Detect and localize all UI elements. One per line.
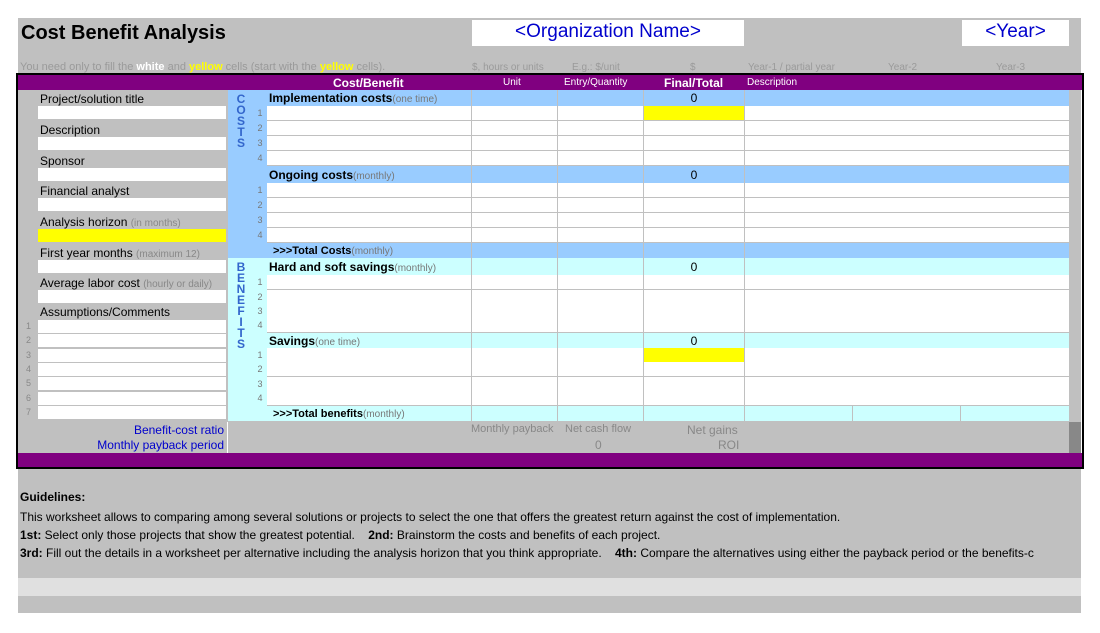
sv-num-1: 1 <box>257 350 263 360</box>
hint-year1: Year-1 / partial year <box>748 62 835 73</box>
analysis-horizon-input[interactable] <box>38 229 226 243</box>
ongoing-num-4: 4 <box>257 230 263 240</box>
year-cell[interactable]: <Year> <box>962 20 1069 46</box>
ongoing-num-3: 3 <box>257 215 263 225</box>
monthly-payback-period-label: Monthly payback period <box>97 438 224 452</box>
guidelines-line1: This worksheet allows to comparing among several solutions or projects to select the one that offers the greatest return against the cost of implementation. <box>20 510 841 524</box>
year2-divider <box>852 406 853 453</box>
savings-row-3[interactable] <box>267 377 1069 392</box>
description-input[interactable] <box>38 137 226 151</box>
note-and: and <box>164 61 189 73</box>
hard-soft-row-3[interactable] <box>267 304 1069 319</box>
avg-labor-cost-input[interactable] <box>38 290 226 304</box>
col-unit: Unit <box>503 77 521 88</box>
guidelines-line2 <box>20 528 660 542</box>
hint-unit: $, hours or units <box>472 62 544 73</box>
note-white: white <box>136 61 165 73</box>
ongoing-row-2[interactable] <box>267 198 1069 213</box>
step1-label: 1st: <box>20 528 42 542</box>
assumption-row-6[interactable] <box>38 392 226 406</box>
benefits-letter-e: E <box>236 271 245 285</box>
ongoing-costs-header <box>269 168 395 184</box>
first-year-hint: (maximum 12) <box>136 249 200 260</box>
hard-soft-label: Hard and soft savings <box>269 260 395 274</box>
financial-analyst-input[interactable] <box>38 198 226 212</box>
sv-num-2: 2 <box>257 364 263 374</box>
blank-row <box>18 578 1081 596</box>
vertical-scrollbar[interactable] <box>1069 422 1081 453</box>
total-costs-label: >>>Total Costs <box>273 245 352 257</box>
implementation-row-4[interactable] <box>267 151 1069 166</box>
costs-vertical-label <box>232 94 250 149</box>
assumption-row-2[interactable] <box>38 334 226 348</box>
costs-letter-s2: S <box>236 136 245 150</box>
total-benefits-label: >>>Total benefits <box>273 408 363 420</box>
analysis-horizon-hint: (in months) <box>130 218 181 229</box>
assumption-num-5: 5 <box>26 378 32 388</box>
assumption-num-1: 1 <box>26 321 32 331</box>
total-costs-hint: (monthly) <box>351 246 394 257</box>
avg-labor-cost-text: Average labor cost <box>40 276 140 290</box>
implementation-total: 0 <box>690 91 698 105</box>
assumption-row-7[interactable] <box>38 406 226 420</box>
assumption-num-4: 4 <box>26 364 32 374</box>
costs-letter-c: C <box>236 92 246 106</box>
costs-letter-s: S <box>236 114 245 128</box>
benefits-vertical-label <box>232 262 250 350</box>
total-benefits-header <box>273 407 405 422</box>
first-year-months-text: First year months <box>40 246 133 260</box>
note-suffix: cells). <box>353 61 386 73</box>
assumption-num-6: 6 <box>26 393 32 403</box>
label-sponsor: Sponsor <box>40 154 85 168</box>
ongoing-label: Ongoing costs <box>269 168 353 182</box>
savings-total: 0 <box>690 334 698 348</box>
hs-num-4: 4 <box>257 320 263 330</box>
impl-num-2: 2 <box>257 123 263 133</box>
assumption-row-1[interactable] <box>38 320 226 334</box>
year3-divider <box>960 406 961 453</box>
note-prefix: You need only to fill the <box>20 61 137 73</box>
costs-letter-o: O <box>236 103 246 117</box>
ongoing-row-3[interactable] <box>267 213 1069 228</box>
savings-row-4[interactable] <box>267 391 1069 406</box>
instruction-note <box>20 61 385 73</box>
avg-labor-hint: (hourly or daily) <box>143 279 213 290</box>
assumption-num-7: 7 <box>26 407 32 417</box>
label-description: Description <box>40 123 101 137</box>
project-title-input[interactable] <box>38 106 226 120</box>
savings-label: Savings <box>269 334 316 348</box>
hard-soft-row-4[interactable] <box>267 318 1069 333</box>
assumption-num-3: 3 <box>26 350 32 360</box>
footer-bar <box>18 453 1082 467</box>
first-year-months-input[interactable] <box>38 260 226 274</box>
guidelines-heading: Guidelines: <box>20 490 86 504</box>
benefits-letter-e2: E <box>236 293 245 307</box>
ongoing-hint: (monthly) <box>353 171 395 182</box>
implementation-hint: (one time) <box>392 94 438 105</box>
column-header-bar <box>18 75 1082 90</box>
note-middle: cells (start with the <box>222 61 320 73</box>
label-financial-analyst: Financial analyst <box>40 184 130 198</box>
impl-num-3: 3 <box>257 138 263 148</box>
col-description: Description <box>747 77 798 88</box>
col-divider-final <box>643 90 644 421</box>
label-assumptions: Assumptions/Comments <box>40 305 171 319</box>
impl-num-4: 4 <box>257 153 263 163</box>
hard-soft-row-2[interactable] <box>267 290 1069 305</box>
benefits-letter-n: N <box>236 282 246 296</box>
sponsor-input[interactable] <box>38 168 226 182</box>
hint-entry: E.g.: $/unit <box>572 62 620 73</box>
col-divider-description <box>744 90 745 421</box>
benefits-letter-f: F <box>237 304 245 318</box>
col-divider-entry <box>557 90 558 421</box>
step1-text: Select only those projects that show the greatest potential. <box>41 528 355 542</box>
ongoing-total: 0 <box>690 168 698 182</box>
implementation-final-highlight[interactable] <box>644 106 744 120</box>
implementation-row-2[interactable] <box>267 121 1069 136</box>
hint-final: $ <box>690 62 696 73</box>
hard-soft-hint: (monthly) <box>394 263 437 274</box>
net-cash-flow-value: 0 <box>595 438 602 452</box>
assumption-num-2: 2 <box>26 335 32 345</box>
roi-label: ROI <box>718 438 740 452</box>
analysis-horizon-text: Analysis horizon <box>40 215 128 229</box>
step3-label: 3rd: <box>20 546 43 560</box>
implementation-costs-header <box>269 91 437 107</box>
assumption-row-5[interactable] <box>38 377 226 391</box>
impl-num-1: 1 <box>257 108 263 118</box>
ongoing-num-1: 1 <box>257 185 263 195</box>
total-benefits-hint: (monthly) <box>362 409 405 420</box>
hs-num-1: 1 <box>257 277 263 287</box>
hint-year2: Year-2 <box>888 62 918 73</box>
net-gains-label: Net gains <box>687 423 738 437</box>
sv-num-3: 3 <box>257 379 263 389</box>
implementation-row-3[interactable] <box>267 136 1069 151</box>
hint-year3: Year-3 <box>996 62 1026 73</box>
summary-divider <box>227 422 228 453</box>
guidelines-line3 <box>20 546 1100 560</box>
note-yellow: yellow <box>189 61 223 73</box>
note-yellow-2: yellow <box>319 61 354 73</box>
col-entry: Entry/Quantity <box>564 77 628 88</box>
net-cash-flow-label: Net cash flow <box>565 423 632 435</box>
savings-row-2[interactable] <box>267 362 1069 377</box>
sheet-title: Cost Benefit Analysis <box>21 22 226 44</box>
hard-soft-row-1[interactable] <box>267 275 1069 290</box>
hs-num-3: 3 <box>257 306 263 316</box>
sv-num-4: 4 <box>257 393 263 403</box>
col-divider-unit <box>471 90 472 421</box>
savings-final-highlight[interactable] <box>644 348 744 362</box>
benefits-letter-i: I <box>239 315 243 329</box>
benefits-letter-s: S <box>236 337 245 351</box>
hard-soft-savings-header <box>269 260 436 276</box>
step2-label: 2nd: <box>368 528 394 542</box>
organization-name-cell[interactable]: <Organization Name> <box>472 20 744 46</box>
ongoing-num-2: 2 <box>257 200 263 210</box>
col-final-total: Final/Total <box>664 76 724 90</box>
step4-label: 4th: <box>615 546 637 560</box>
hard-soft-total: 0 <box>690 260 698 274</box>
benefits-letter-t: T <box>237 326 245 340</box>
costs-letter-t: T <box>237 125 245 139</box>
label-project-title: Project/solution title <box>40 92 145 106</box>
hs-num-2: 2 <box>257 292 263 302</box>
step4-text: Compare the alternatives using either the payback period or the benefits-c <box>637 546 1034 560</box>
total-costs-header <box>273 244 393 259</box>
benefit-cost-ratio-label: Benefit-cost ratio <box>133 423 224 437</box>
step3-text: Fill out the details in a worksheet per alternative including the analysis horizon that you think appropriate. <box>42 546 602 560</box>
benefits-letter-b: B <box>236 260 246 274</box>
savings-hint: (one time) <box>315 337 361 348</box>
step2-text: Brainstorm the costs and benefits of each project. <box>393 528 661 542</box>
monthly-payback-label: Monthly payback <box>471 423 554 435</box>
implementation-label: Implementation costs <box>269 91 393 105</box>
assumption-row-3[interactable] <box>38 349 226 363</box>
col-cost-benefit: Cost/Benefit <box>333 76 404 90</box>
assumption-row-4[interactable] <box>38 363 226 377</box>
ongoing-row-1[interactable] <box>267 183 1069 198</box>
ongoing-row-4[interactable] <box>267 228 1069 243</box>
